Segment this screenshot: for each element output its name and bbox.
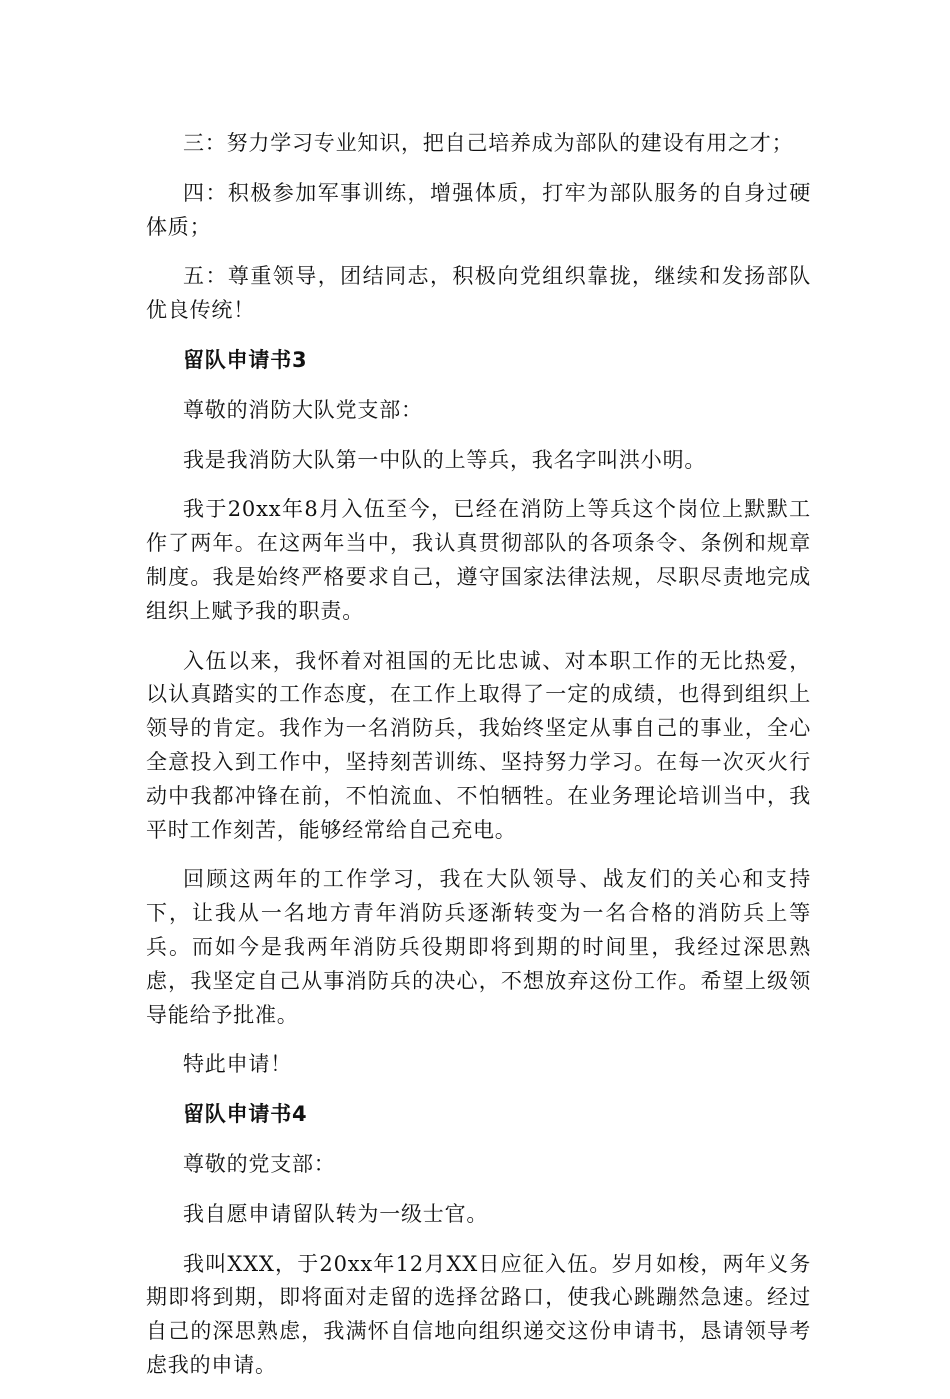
paragraph-point-five: 五：尊重领导，团结同志，积极向党组织靠拢，继续和发扬部队优良传统！: [146, 264, 811, 323]
paragraph-body-3c: 回顾这两年的工作学习，我在大队领导、战友们的关心和支持下，让我从一名地方青年消防兵逐渐转变为一名合格的消防兵上等兵。而如今是我两年消防兵役期即将到期的时间里，我经过深思熟虑，我坚定自己从事消防兵的决心，不想放弃这份工作。希望上级领导能给予批准。: [146, 867, 811, 1027]
paragraph-point-three: 三：努力学习专业知识，把自己培养成为部队的建设有用之才；: [183, 131, 794, 155]
paragraph-intro-4: 我自愿申请留队转为一级士官。: [183, 1201, 489, 1226]
section-heading-3: 留队申请书3: [183, 347, 308, 372]
paragraph-point-four: 四：积极参加军事训练，增强体质，打牢为部队服务的自身过硬体质；: [146, 180, 811, 239]
paragraph-body-3a: 我于20xx年8月入伍至今，已经在消防上等兵这个岗位上默默工作了两年。在这两年当中，我认真贯彻部队的各项条令、条例和规章制度。我是始终严格要求自己，遵守国家法律法规，尽职尽责地完成组织上赋予我的职责。: [146, 497, 811, 623]
section-heading-4: 留队申请书4: [183, 1102, 308, 1127]
salutation-3: 尊敬的消防大队党支部：: [183, 397, 423, 422]
paragraph-body-3b: 入伍以来，我怀着对祖国的无比忠诚、对本职工作的无比热爱，以认真踏实的工作态度，在工作上取得了一定的成绩，也得到组织上领导的肯定。我作为一名消防兵，我始终坚定从事自己的事业，全心全意投入到工作中，坚持刻苦训练、坚持努力学习。在每一次灭火行动中我都冲锋在前，不怕流血、不怕牺牲。在业务理论培训当中，我平时工作刻苦，能够经常给自己充电。: [146, 648, 811, 842]
closing-3: 特此申请！: [183, 1052, 292, 1077]
paragraph-body-4a: 我叫XXX，于20xx年12月XX日应征入伍。岁月如梭，两年义务期即将到期，即将面对走留的选择岔路口，使我心跳蹦然急速。经过自己的深思熟虑，我满怀自信地向组织递交这份申请书，恳请领导考虑我的申请。: [146, 1251, 811, 1377]
paragraph-intro-3: 我是我消防大队第一中队的上等兵，我名字叫洪小明。: [183, 447, 707, 472]
salutation-4: 尊敬的党支部：: [183, 1151, 336, 1176]
document-page: [146, 127, 811, 1399]
